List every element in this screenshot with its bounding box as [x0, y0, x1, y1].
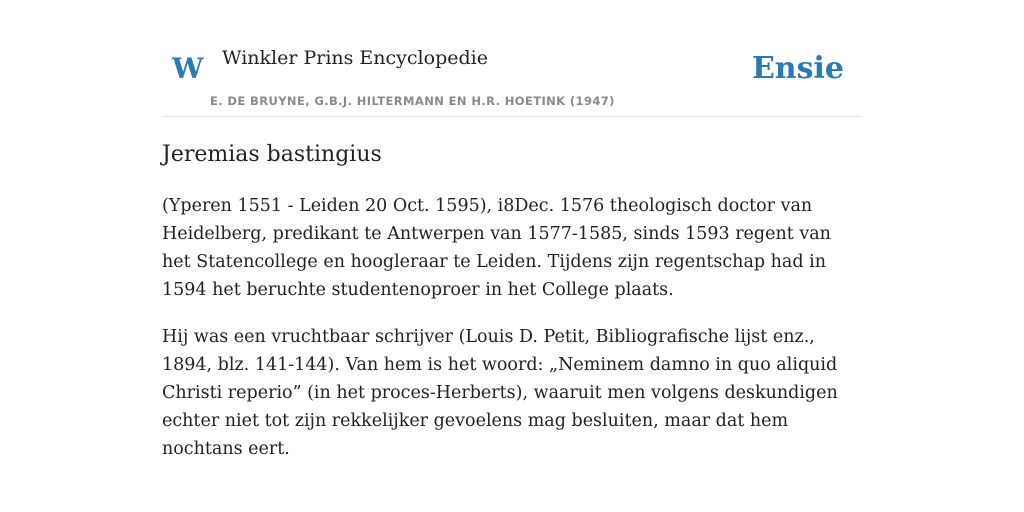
source-title[interactable]: Winkler Prins Encyclopedie: [222, 47, 488, 69]
source-header: [162, 0, 862, 117]
article-title: Jeremias bastingius: [162, 142, 382, 167]
article-paragraph: Hij was een vruchtbaar schrijver (Louis D. Petit, Bibliografische lijst enz., 1894, blz. 141-144). Van hem is het woord: „Neminem damno in quo aliquid Christi reperio” (in het proces-Herberts), waaruit men volgens deskundigen echter niet tot zijn rekkelijker gevoelens mag besluiten, maar dat hem nochtans eert.: [162, 327, 838, 459]
article-body: [162, 192, 862, 482]
source-logo-icon[interactable]: W: [172, 52, 204, 85]
source-authors: E. DE BRUYNE, G.B.J. HILTERMANN EN H.R. HOETINK (1947): [210, 94, 615, 108]
page-container: [162, 0, 862, 512]
brand-logo[interactable]: Ensie: [751, 51, 844, 86]
article-paragraph: (Yperen 1551 - Leiden 20 Oct. 1595), i8Dec. 1576 theologisch doctor van Heidelberg, predikant te Antwerpen van 1577-1585, sinds 1593 regent van het Statencollege en hoogleraar te Leiden. Tijdens zijn regentschap had in 1594 het beruchte studentenoproer in het College plaats.: [162, 196, 831, 300]
